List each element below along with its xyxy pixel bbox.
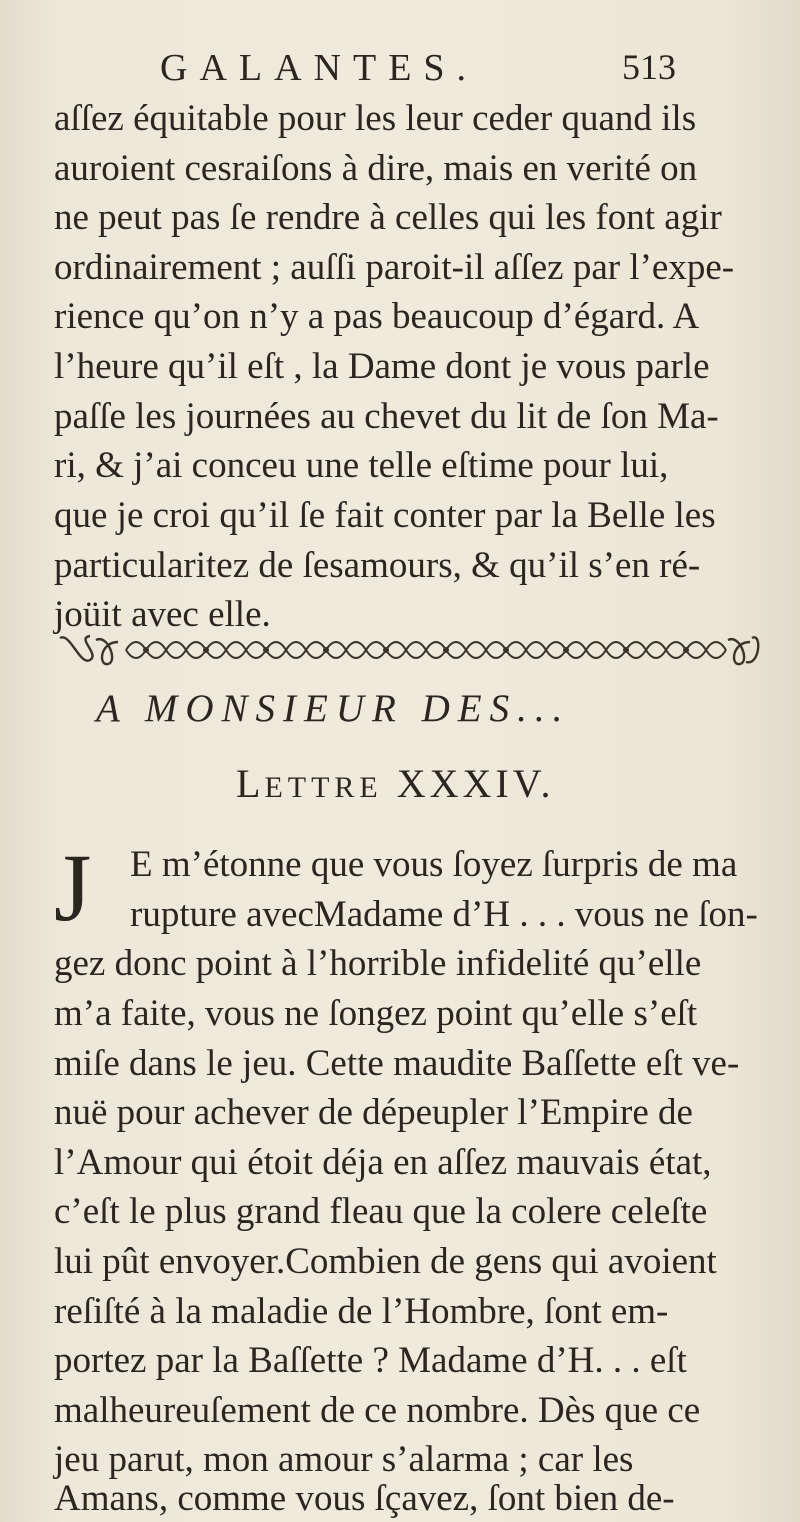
text-line: aſſez équitable pour les leur ceder quand ils bbox=[54, 98, 697, 139]
text-line: joüit avec elle. bbox=[54, 594, 271, 635]
letter-title bbox=[236, 760, 554, 807]
letter-title-numeral: XXXIV. bbox=[382, 761, 555, 806]
drop-cap: J bbox=[54, 834, 92, 941]
text-line: lui pût envoyer.Combien de gens qui avoient bbox=[54, 1241, 717, 1282]
text-line: jeu parut, mon amour s’alarma ; car les bbox=[54, 1439, 634, 1480]
text-line: particularitez de ſesamours, & qu’il s’en ré- bbox=[54, 545, 701, 586]
running-head bbox=[140, 46, 700, 96]
text-line: rience qu’on n’y a pas beaucoup d’égard. A bbox=[54, 296, 700, 337]
text-line: l’Amour qui étoit déja en aſſez mauvais état, bbox=[54, 1142, 712, 1183]
text-line: ordinairement ; auſſi paroit-il aſſez par l’expe- bbox=[54, 247, 735, 288]
text-line: paſſe les journées au chevet du lit de ſon Ma- bbox=[54, 396, 719, 437]
text-line: gez donc point à l’horrible infidelité qu’elle bbox=[54, 943, 702, 984]
text-line: l’heure qu’il eſt , la Dame dont je vous parle bbox=[54, 346, 710, 387]
text-line: nuë pour achever de dépeupler l’Empire de bbox=[54, 1092, 693, 1133]
text-line: que je croi qu’il ſe fait conter par la Belle les bbox=[54, 495, 716, 536]
text-line: portez par la Baſſette ? Madame d’H. . . eſt bbox=[54, 1340, 687, 1381]
text-line: miſe dans le jeu. Cette maudite Baſſette eſt ve- bbox=[54, 1043, 740, 1084]
text-line: m’a faite, vous ne ſongez point qu’elle s’eſt bbox=[54, 993, 698, 1034]
text-line: reſiſté à la maladie de l’Hombre, ſont em- bbox=[54, 1291, 669, 1332]
text-line: Amans, comme vous ſçavez, ſont bien de- bbox=[54, 1478, 675, 1519]
running-head-title: GALANTES. bbox=[160, 47, 479, 89]
letter-title-initial: L bbox=[236, 761, 265, 806]
text-line: ne peut pas ſe rendre à celles qui les font agir bbox=[54, 197, 722, 238]
text-line: auroient cesraiſons à dire, mais en verité on bbox=[54, 148, 698, 189]
ornament-border bbox=[56, 632, 762, 668]
text-line: ri, & j’ai conceu une telle eſtime pour lui, bbox=[54, 445, 669, 486]
text-line: rupture avecMadame d’H . . . vous ne ſon- bbox=[130, 894, 758, 935]
letter-heading: A MONSIEUR DES... bbox=[96, 687, 571, 730]
text-line: E m’étonne que vous ſoyez ſurpris de ma bbox=[130, 844, 738, 885]
page-number: 513 bbox=[622, 47, 676, 87]
text-line: c’eſt le plus grand fleau que la colere celeſte bbox=[54, 1191, 708, 1232]
letter-title-smallcaps: ETTRE bbox=[264, 771, 383, 804]
text-line: malheureuſement de ce nombre. Dès que ce bbox=[54, 1390, 701, 1431]
